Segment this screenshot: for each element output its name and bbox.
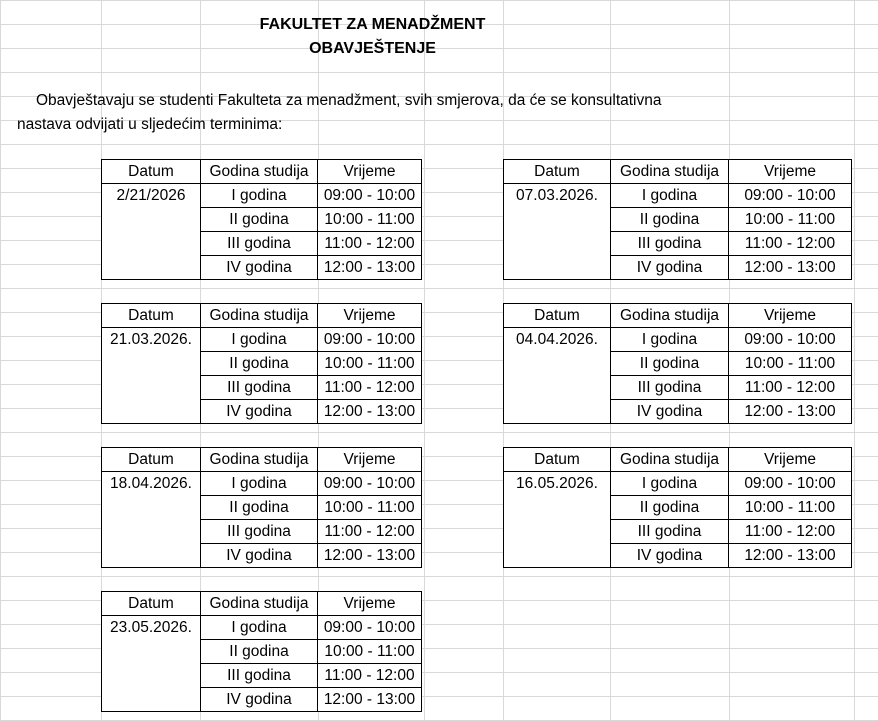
year-cell: IV godina — [201, 256, 318, 280]
date-cell-empty — [504, 496, 611, 520]
date-cell-empty — [102, 376, 201, 400]
date-cell: 21.03.2026. — [102, 328, 201, 352]
date-cell-empty — [504, 376, 611, 400]
year-cell: I godina — [611, 472, 729, 496]
header-datum: Datum — [102, 304, 201, 328]
time-cell: 10:00 - 11:00 — [318, 496, 422, 520]
table-header-row — [102, 304, 422, 328]
header-godina-studija: Godina studija — [611, 304, 729, 328]
date-cell-empty — [102, 688, 201, 712]
header-vrijeme: Vrijeme — [318, 592, 422, 616]
year-cell: III godina — [201, 664, 318, 688]
year-cell: I godina — [201, 616, 318, 640]
table-row — [102, 520, 422, 544]
title-line-1: FAKULTET ZA MENADŽMENT — [259, 16, 486, 33]
time-cell: 10:00 - 11:00 — [318, 208, 422, 232]
time-cell: 09:00 - 10:00 — [318, 328, 422, 352]
year-cell: II godina — [611, 208, 729, 232]
schedule-table — [503, 447, 852, 568]
time-cell: 11:00 - 12:00 — [318, 232, 422, 256]
date-cell-empty — [504, 400, 611, 424]
intro-line-1: Obavještavaju se studenti Fakulteta za menadžment, svih smjerova, da će se konsultativna — [36, 92, 662, 109]
table-row — [102, 544, 422, 568]
year-cell: I godina — [611, 328, 729, 352]
table-row — [504, 208, 852, 232]
header-godina-studija: Godina studija — [611, 448, 729, 472]
time-cell: 09:00 - 10:00 — [729, 472, 852, 496]
time-cell: 11:00 - 12:00 — [729, 376, 852, 400]
table-row — [504, 496, 852, 520]
table-row — [102, 208, 422, 232]
table-row — [102, 472, 422, 496]
date-cell-empty — [102, 640, 201, 664]
year-cell: I godina — [611, 184, 729, 208]
header-vrijeme: Vrijeme — [729, 448, 852, 472]
date-cell-empty — [102, 352, 201, 376]
table-row — [504, 232, 852, 256]
table-header-row — [102, 448, 422, 472]
time-cell: 12:00 - 13:00 — [318, 544, 422, 568]
year-cell: II godina — [611, 352, 729, 376]
header-datum: Datum — [102, 448, 201, 472]
time-cell: 11:00 - 12:00 — [318, 520, 422, 544]
table-header-row — [102, 160, 422, 184]
time-cell: 12:00 - 13:00 — [729, 400, 852, 424]
date-cell-empty — [102, 520, 201, 544]
table-row — [504, 184, 852, 208]
year-cell: III godina — [201, 376, 318, 400]
table-row — [102, 640, 422, 664]
table-row — [504, 256, 852, 280]
date-cell-empty — [102, 664, 201, 688]
schedule-table — [101, 303, 422, 424]
table-row — [504, 400, 852, 424]
year-cell: III godina — [201, 520, 318, 544]
time-cell: 11:00 - 12:00 — [318, 376, 422, 400]
date-cell-empty — [102, 544, 201, 568]
time-cell: 10:00 - 11:00 — [729, 208, 852, 232]
time-cell: 09:00 - 10:00 — [318, 472, 422, 496]
table-row — [102, 256, 422, 280]
header-vrijeme: Vrijeme — [729, 160, 852, 184]
header-vrijeme: Vrijeme — [729, 304, 852, 328]
year-cell: I godina — [201, 184, 318, 208]
table-row — [102, 664, 422, 688]
date-cell: 16.05.2026. — [504, 472, 611, 496]
table-row — [102, 328, 422, 352]
header-datum: Datum — [504, 304, 611, 328]
time-cell: 10:00 - 11:00 — [729, 496, 852, 520]
header-godina-studija: Godina studija — [201, 304, 318, 328]
table-row — [102, 616, 422, 640]
time-cell: 11:00 - 12:00 — [729, 232, 852, 256]
year-cell: II godina — [611, 496, 729, 520]
table-row — [102, 352, 422, 376]
header-vrijeme: Vrijeme — [318, 304, 422, 328]
schedule-table — [101, 447, 422, 568]
table-row — [504, 376, 852, 400]
header-godina-studija: Godina studija — [201, 592, 318, 616]
table-row — [102, 232, 422, 256]
gridline — [854, 0, 855, 721]
table-row — [102, 688, 422, 712]
table-row — [504, 328, 852, 352]
table-row — [102, 496, 422, 520]
year-cell: II godina — [201, 352, 318, 376]
date-cell: 04.04.2026. — [504, 328, 611, 352]
time-cell: 10:00 - 11:00 — [318, 640, 422, 664]
year-cell: IV godina — [611, 544, 729, 568]
time-cell: 11:00 - 12:00 — [318, 664, 422, 688]
header-godina-studija: Godina studija — [611, 160, 729, 184]
time-cell: 10:00 - 11:00 — [729, 352, 852, 376]
table-header-row — [504, 448, 852, 472]
year-cell: IV godina — [201, 400, 318, 424]
table-row — [504, 520, 852, 544]
year-cell: I godina — [201, 328, 318, 352]
date-cell-empty — [504, 544, 611, 568]
time-cell: 12:00 - 13:00 — [729, 256, 852, 280]
table-row — [504, 352, 852, 376]
year-cell: IV godina — [611, 256, 729, 280]
header-vrijeme: Vrijeme — [318, 160, 422, 184]
table-header-row — [102, 592, 422, 616]
header-datum: Datum — [102, 160, 201, 184]
year-cell: IV godina — [201, 688, 318, 712]
header-vrijeme: Vrijeme — [318, 448, 422, 472]
date-cell: 23.05.2026. — [102, 616, 201, 640]
date-cell-empty — [504, 232, 611, 256]
table-row — [102, 376, 422, 400]
year-cell: II godina — [201, 496, 318, 520]
date-cell-empty — [102, 208, 201, 232]
year-cell: III godina — [611, 520, 729, 544]
table-row — [102, 400, 422, 424]
header-godina-studija: Godina studija — [201, 448, 318, 472]
date-cell-empty — [504, 256, 611, 280]
year-cell: IV godina — [201, 544, 318, 568]
time-cell: 09:00 - 10:00 — [729, 184, 852, 208]
date-cell-empty — [102, 256, 201, 280]
time-cell: 09:00 - 10:00 — [729, 328, 852, 352]
table-header-row — [504, 304, 852, 328]
date-cell-empty — [102, 496, 201, 520]
table-row — [504, 472, 852, 496]
time-cell: 10:00 - 11:00 — [318, 352, 422, 376]
table-header-row — [504, 160, 852, 184]
schedule-table — [101, 159, 422, 280]
time-cell: 11:00 - 12:00 — [729, 520, 852, 544]
date-cell-empty — [504, 208, 611, 232]
header-datum: Datum — [504, 160, 611, 184]
date-cell-empty — [504, 520, 611, 544]
year-cell: II godina — [201, 640, 318, 664]
schedule-table — [503, 303, 852, 424]
time-cell: 09:00 - 10:00 — [318, 184, 422, 208]
time-cell: 12:00 - 13:00 — [729, 544, 852, 568]
schedule-table — [101, 591, 422, 712]
time-cell: 09:00 - 10:00 — [318, 616, 422, 640]
date-cell: 2/21/2026 — [102, 184, 201, 208]
time-cell: 12:00 - 13:00 — [318, 256, 422, 280]
header-godina-studija: Godina studija — [201, 160, 318, 184]
table-row — [102, 184, 422, 208]
header-datum: Datum — [504, 448, 611, 472]
header-datum: Datum — [102, 592, 201, 616]
intro-line-2: nastava odvijati u sljedećim terminima: — [17, 116, 283, 133]
year-cell: I godina — [201, 472, 318, 496]
date-cell-empty — [504, 352, 611, 376]
date-cell-empty — [102, 400, 201, 424]
year-cell: II godina — [201, 208, 318, 232]
year-cell: III godina — [611, 376, 729, 400]
table-row — [504, 544, 852, 568]
time-cell: 12:00 - 13:00 — [318, 400, 422, 424]
time-cell: 12:00 - 13:00 — [318, 688, 422, 712]
title-line-2: OBAVJEŠTENJE — [309, 40, 436, 57]
year-cell: III godina — [611, 232, 729, 256]
date-cell: 18.04.2026. — [102, 472, 201, 496]
schedule-table — [503, 159, 852, 280]
year-cell: IV godina — [611, 400, 729, 424]
date-cell: 07.03.2026. — [504, 184, 611, 208]
year-cell: III godina — [201, 232, 318, 256]
date-cell-empty — [102, 232, 201, 256]
